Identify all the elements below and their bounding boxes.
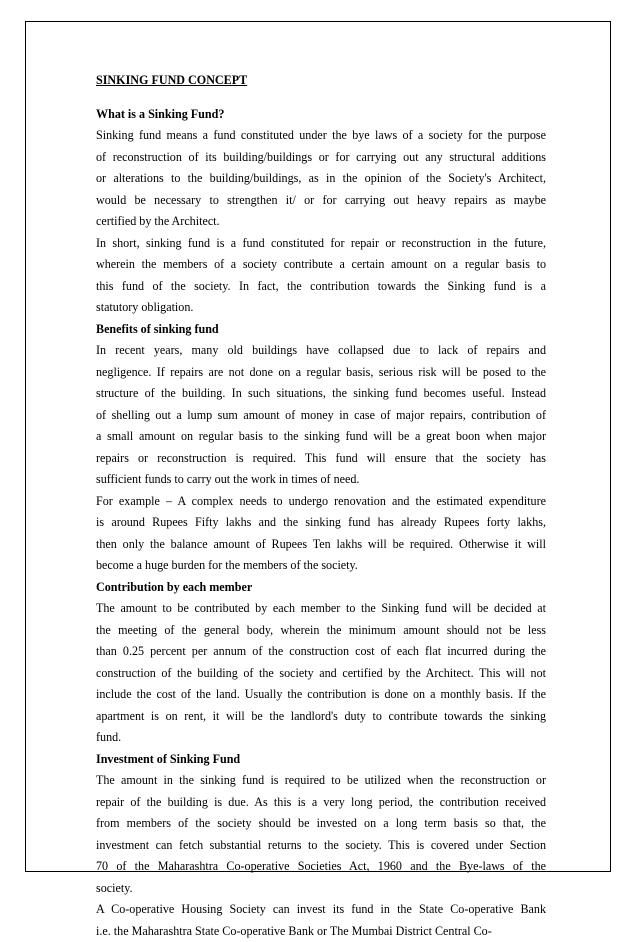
paragraph <box>96 340 546 491</box>
paragraph <box>96 233 546 319</box>
text-line: the meeting of the general body, wherein the minimum amount should not be less <box>96 620 546 642</box>
text-line: of shelling out a lump sum amount of money in case of major repairs, contribution of <box>96 405 546 427</box>
text-line: fund. <box>96 727 546 749</box>
text-line: The amount to be contributed by each member to the Sinking fund will be decided at <box>96 598 546 620</box>
text-line: sufficient funds to carry out the work in times of need. <box>96 469 546 491</box>
text-line: then only the balance amount of Rupees Ten lakhs will be required. Otherwise it will <box>96 534 546 556</box>
text-line: The amount in the sinking fund is required to be utilized when the reconstruction or <box>96 770 546 792</box>
document-section <box>96 577 546 749</box>
document-section <box>96 319 546 577</box>
text-line: from members of the society should be invested on a long term basis so that, the <box>96 813 546 835</box>
text-line: include the cost of the land. Usually the contribution is done on a monthly basis. If the <box>96 684 546 706</box>
text-line: A Co-operative Housing Society can invest its fund in the State Co-operative Bank <box>96 899 546 921</box>
text-line: wherein the members of a society contribute a certain amount on a regular basis to <box>96 254 546 276</box>
text-line: structure of the building. In such situations, the sinking fund becomes useful. Instead <box>96 383 546 405</box>
text-line: investment can fetch substantial returns to the society. This is covered under Section <box>96 835 546 857</box>
section-heading: Contribution by each member <box>96 577 546 599</box>
text-line: repairs or reconstruction is required. This fund will ensure that the society has <box>96 448 546 470</box>
text-line: a small amount on regular basis to the sinking fund will be a great boon when major <box>96 426 546 448</box>
text-line: become a huge burden for the members of the society. <box>96 555 546 577</box>
text-line: society. <box>96 878 546 900</box>
text-line: 70 of the Maharashtra Co-operative Societies Act, 1960 and the Bye-laws of the <box>96 856 546 878</box>
document-section <box>96 104 546 319</box>
text-line: In short, sinking fund is a fund constituted for repair or reconstruction in the future, <box>96 233 546 255</box>
text-line: Sinking fund means a fund constituted under the bye laws of a society for the purpose <box>96 125 546 147</box>
text-line: this fund of the society. In fact, the contribution towards the Sinking fund is a <box>96 276 546 298</box>
document-title: SINKING FUND CONCEPT <box>96 70 546 92</box>
text-line: In recent years, many old buildings have collapsed due to lack of repairs and <box>96 340 546 362</box>
text-line: i.e. the Maharashtra State Co-operative Bank or The Mumbai District Central Co- <box>96 921 546 942</box>
text-line: statutory obligation. <box>96 297 546 319</box>
text-line: negligence. If repairs are not done on a regular basis, serious risk will be posed to the <box>96 362 546 384</box>
text-line: apartment is on rent, it will be the landlord's duty to contribute towards the sinking <box>96 706 546 728</box>
document-section <box>96 749 546 942</box>
document-body <box>96 70 546 942</box>
section-heading: What is a Sinking Fund? <box>96 104 546 126</box>
text-line: would be necessary to strengthen it/ or for carrying out heavy repairs as maybe <box>96 190 546 212</box>
paragraph <box>96 598 546 749</box>
text-line: of reconstruction of its building/buildings or for carrying out any structural additions <box>96 147 546 169</box>
paragraph <box>96 770 546 899</box>
text-line: certified by the Architect. <box>96 211 546 233</box>
text-line: than 0.25 percent per annum of the construction cost of each flat incurred during the <box>96 641 546 663</box>
text-line: or alterations to the building/buildings, as in the opinion of the Society's Architect, <box>96 168 546 190</box>
paragraph <box>96 899 546 942</box>
section-heading: Investment of Sinking Fund <box>96 749 546 771</box>
paragraph <box>96 491 546 577</box>
paragraph <box>96 125 546 233</box>
text-line: repair of the building is due. As this is a very long period, the contribution received <box>96 792 546 814</box>
text-line: For example – A complex needs to undergo renovation and the estimated expenditure <box>96 491 546 513</box>
text-line: is around Rupees Fifty lakhs and the sinking fund has already Rupees forty lakhs, <box>96 512 546 534</box>
section-heading: Benefits of sinking fund <box>96 319 546 341</box>
document-sections <box>96 104 546 942</box>
text-line: construction of the building of the society and certified by the Architect. This will not <box>96 663 546 685</box>
